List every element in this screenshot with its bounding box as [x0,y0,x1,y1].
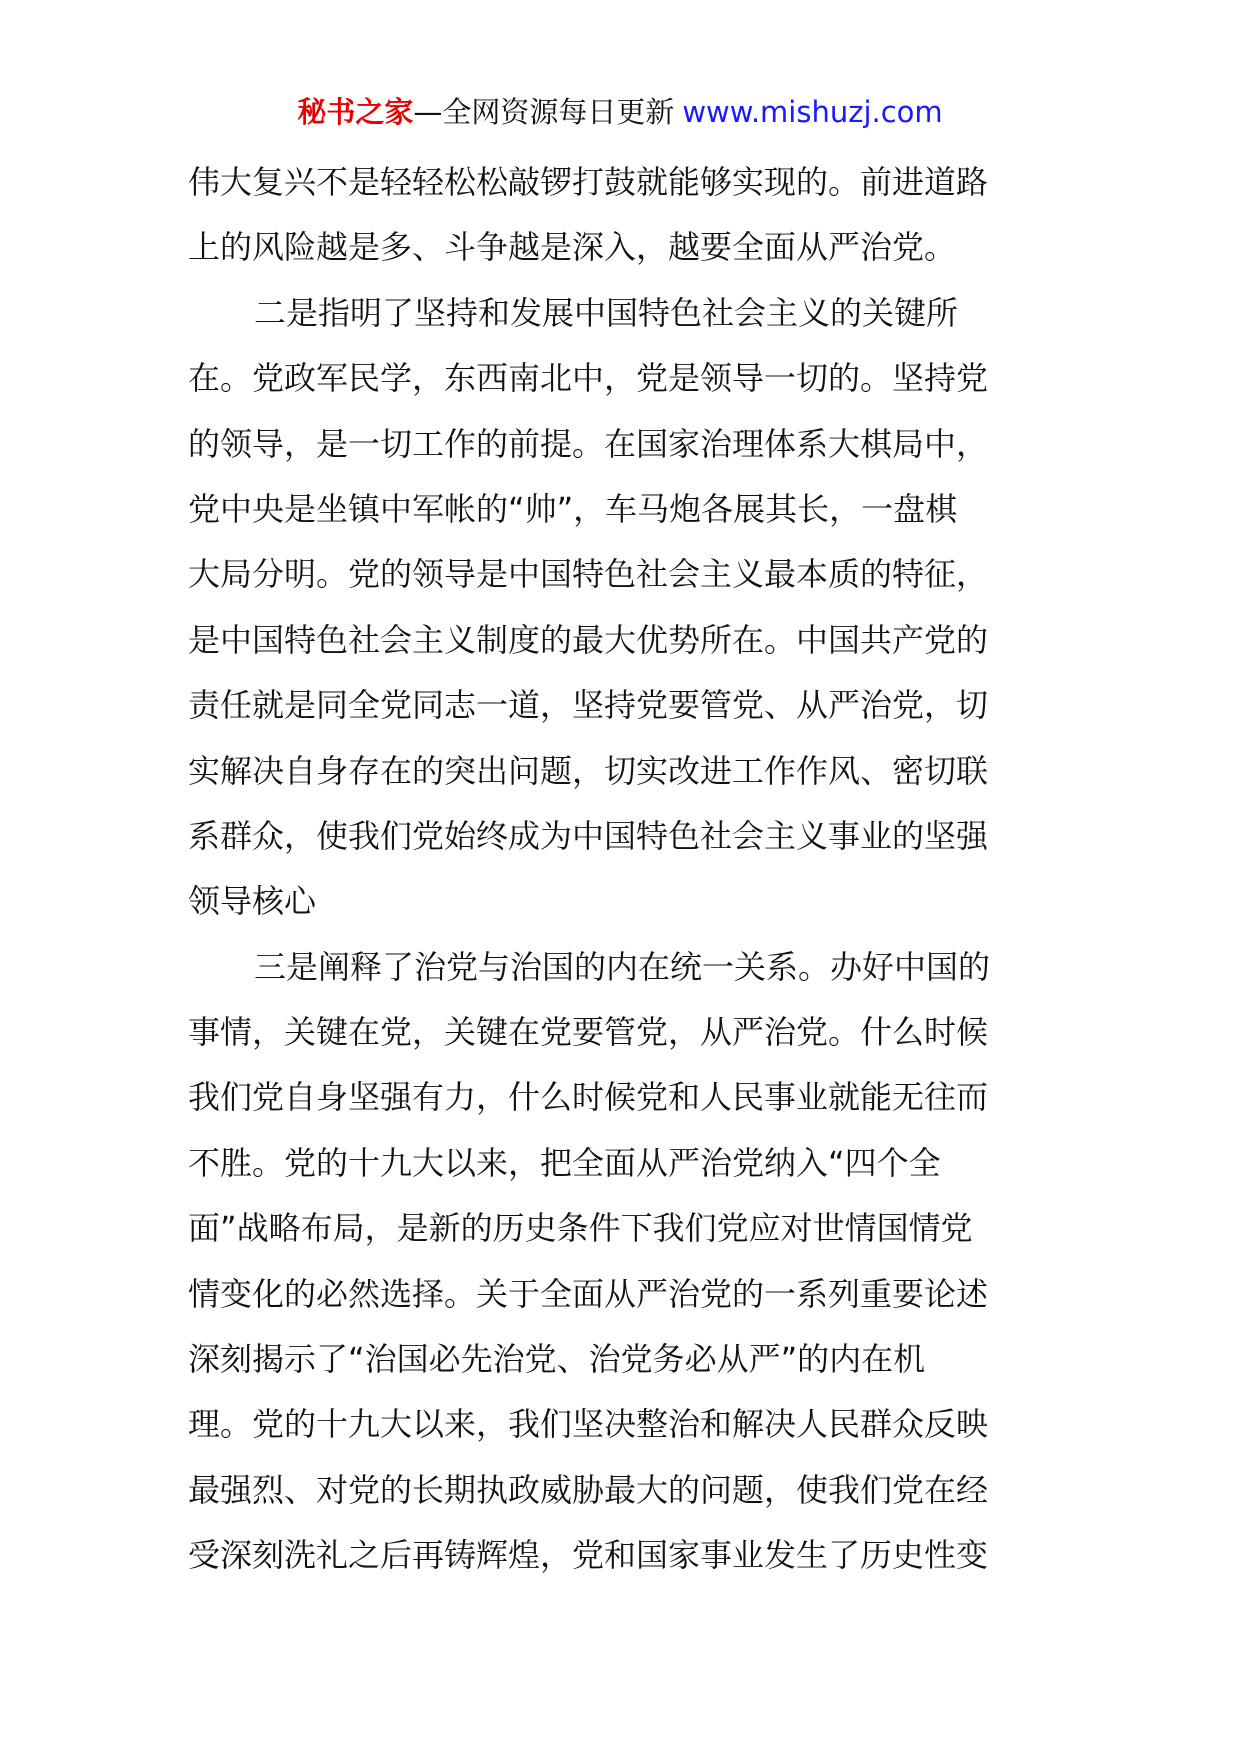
text-line: 事情，关键在党，关键在党要管党，从严治党。什么时候 [188,1013,989,1052]
text-line: 深刻揭示了“治国必先治党、治党务必从严”的内在机 [188,1340,926,1379]
brand-name: 秘书之家 [297,95,414,129]
text-line: 在。党政军民学，东西南北中，党是领导一切的。坚持党 [188,359,989,398]
text-line: 领导核心 [188,882,317,921]
site-url-link[interactable]: www.mishuzj.com [682,95,943,129]
text-line: 不胜。党的十九大以来，把全面从严治党纳入“四个全 [188,1143,941,1182]
text-line: 我们党自身坚强有力，什么时候党和人民事业就能无往而 [188,1078,989,1117]
text-line: 受深刻洗礼之后再铸辉煌，党和国家事业发生了历史性变 [188,1536,989,1575]
header-tagline: —全网资源每日更新 [413,95,675,129]
text-line: 是中国特色社会主义制度的最大优势所在。中国共产党的 [188,620,989,659]
text-line: 最强烈、对党的长期执政威胁最大的问题，使我们党在经 [188,1470,989,1509]
text-line: 面”战略布局，是新的历史条件下我们党应对世情国情党 [188,1209,973,1248]
text-line: 二是指明了坚持和发展中国特色社会主义的关键所 [254,293,959,332]
text-line: 责任就是同全党同志一道，坚持党要管党、从严治党，切 [188,686,989,725]
text-line: 党中央是坐镇中军帐的“帅”，车马炮各展其长，一盘棋 [188,489,958,528]
text-line: 伟大复兴不是轻轻松松敲锣打鼓就能够实现的。前进道路 [188,163,989,201]
text-line: 大局分明。党的领导是中国特色社会主义最本质的特征， [188,555,989,594]
text-line: 三是阐释了治党与治国的内在统一关系。办好中国的 [254,947,991,986]
document-body [188,162,1054,1601]
text-line: 的领导，是一切工作的前提。在国家治理体系大棋局中， [188,424,989,463]
text-line: 理。党的十九大以来，我们坚决整治和解决人民群众反映 [188,1405,989,1444]
text-line: 实解决自身存在的突出问题，切实改进工作作风、密切联 [188,751,989,790]
page-header [0,92,1240,132]
text-line: 情变化的必然选择。关于全面从严治党的一系列重要论述 [188,1274,989,1313]
text-line: 上的风险越是多、斗争越是深入，越要全面从严治党。 [188,228,957,267]
text-line: 系群众，使我们党始终成为中国特色社会主义事业的坚强 [188,816,989,855]
